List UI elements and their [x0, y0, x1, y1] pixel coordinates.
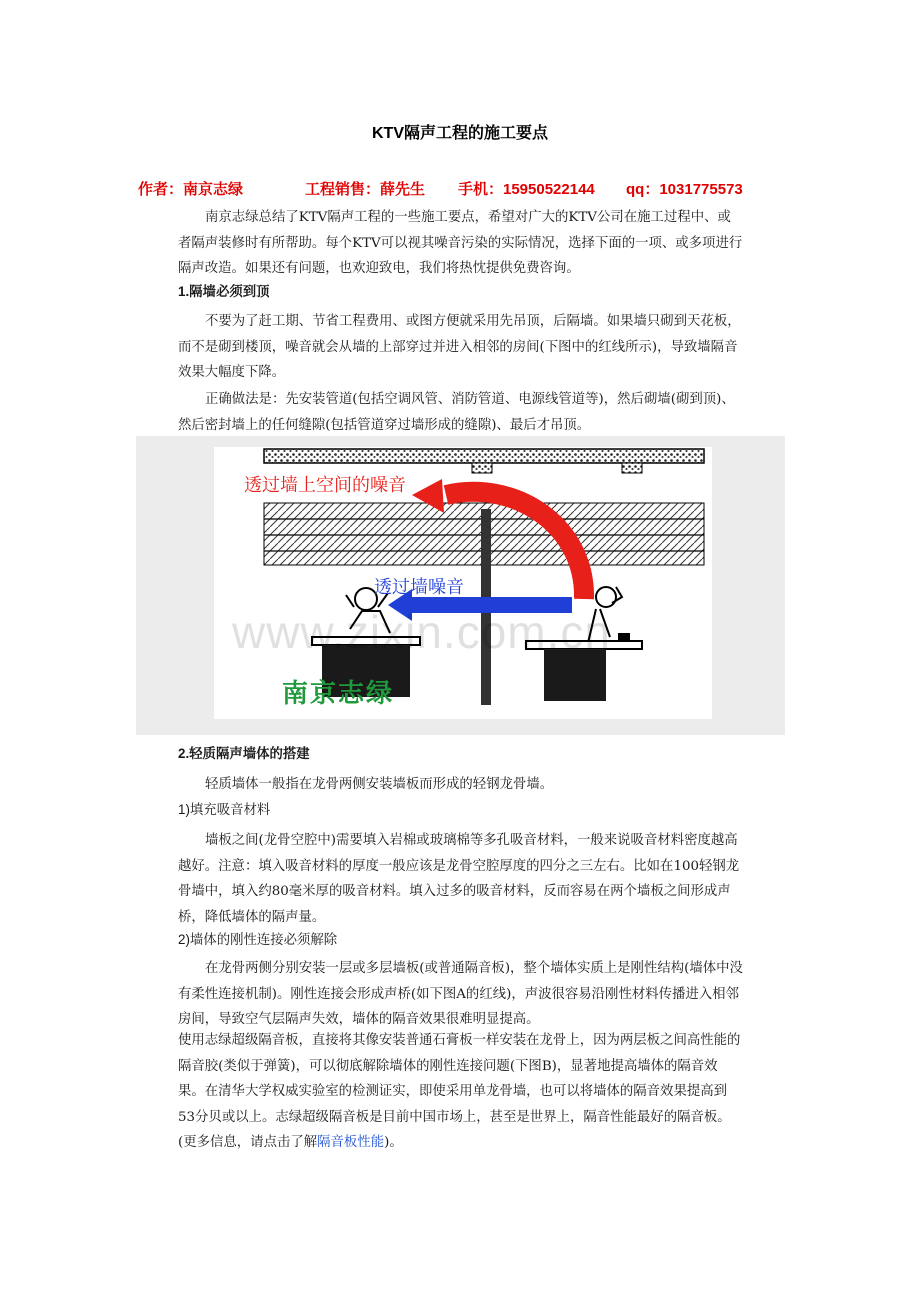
- intro-paragraph: 南京志绿总结了KTV隔声工程的一些施工要点，希望对广大的KTV公司在施工过程中、或者隔声装修时有所帮助。每个KTV可以视其噪音污染的实际情况，选择下面的一项、或多项进行隔声改造。如果还有问题，也欢迎致电，我们将热忱提供免费咨询。: [178, 210, 743, 276]
- section2-subheading-1: 1)填充吸音材料: [178, 802, 271, 817]
- figure-logo-text: 南京志绿: [282, 679, 395, 709]
- section1-paragraph-2: 正确做法是：先安装管道(包括空调风管、消防管道、电源线管道等)，然后砌墙(砌到顶)、然后密封墙上的任何缝隙(包括管道穿过墙形成的缝隙)、最后才吊顶。: [178, 392, 735, 433]
- soundproof-board-link[interactable]: 隔音板性能: [317, 1135, 385, 1150]
- sales-contact: 工程销售：薛先生: [305, 181, 426, 198]
- section2-paragraph-1: 轻质墙体一般指在龙骨两侧安装墙板而形成的轻钢龙骨墙。: [205, 777, 554, 792]
- author-line: [138, 178, 818, 200]
- wall-noise-figure: [214, 447, 712, 719]
- page-title: KTV隔声工程的施工要点: [371, 125, 548, 142]
- qq-number: qq：1031775573: [626, 181, 743, 198]
- phone-number: 手机：15950522144: [458, 181, 595, 198]
- author-name: 作者：南京志绿: [138, 181, 244, 198]
- section2-subheading-2: 2)墙体的刚性连接必须解除: [178, 932, 338, 947]
- section2-paragraph-2: 墙板之间(龙骨空腔中)需要填入岩棉或玻璃棉等多孔吸音材料，一般来说吸音材料密度越高越好。注意：填入吸音材料的厚度一般应该是龙骨空腔厚度的四分之三左右。比如在100轻钢龙骨墙中，填入约80毫米厚的吸音材料。填入过多的吸音材料，反而容易在两个墙板之间形成声桥，降低墙体的隔声量。: [178, 833, 740, 925]
- section1-paragraph-1: 不要为了赶工期、节省工程费用、或图方便就采用先吊顶，后隔墙。如果墙只砌到天花板，而不是砌到楼顶，噪音就会从墙的上部穿过并进入相邻的房间(下图中的红线所示)，导致墙隔音效果大幅度下降。: [178, 314, 741, 380]
- section2-paragraph-4: [178, 1028, 744, 1156]
- section2-paragraph-4-text: 使用志绿超级隔音板，直接将其像安装普通石膏板一样安装在龙骨上，因为两层板之间高性能的隔音胶(类似于弹簧)，可以彻底解除墙体的刚性连接问题(下图B)，显著地提高墙体的隔音效果。在清华大学权威实验室的检测证实，即使采用单龙骨墙，也可以将墙体的隔音效果提高到53分贝或以上。志绿超级隔音板是目前中国市场上，甚至是世界上，隔音性能最好的隔音板。(更多信息，请点击了解: [178, 1033, 741, 1150]
- figure-watermark: www.zixin.com.cn: [232, 606, 611, 658]
- section2-paragraph-4-end: )。: [384, 1135, 403, 1150]
- section2-paragraph-3: 在龙骨两侧分别安装一层或多层墙板(或普通隔音板)，整个墙体实质上是刚性结构(墙体中没有柔性连接机制)。刚性连接会形成声桥(如下图A的红线)，声波很容易沿刚性材料传播进入相邻房间，导致空气层隔声失效，墙体的隔音效果很难明显提高。: [178, 961, 743, 1027]
- figure-label-through-wall: 透过墙噪音: [374, 577, 464, 598]
- figure-label-over-wall: 透过墙上空间的噪音: [244, 475, 406, 496]
- section2-heading: 2.轻质隔声墙体的搭建: [178, 746, 310, 761]
- section1-heading: 1.隔墙必须到顶: [178, 284, 270, 299]
